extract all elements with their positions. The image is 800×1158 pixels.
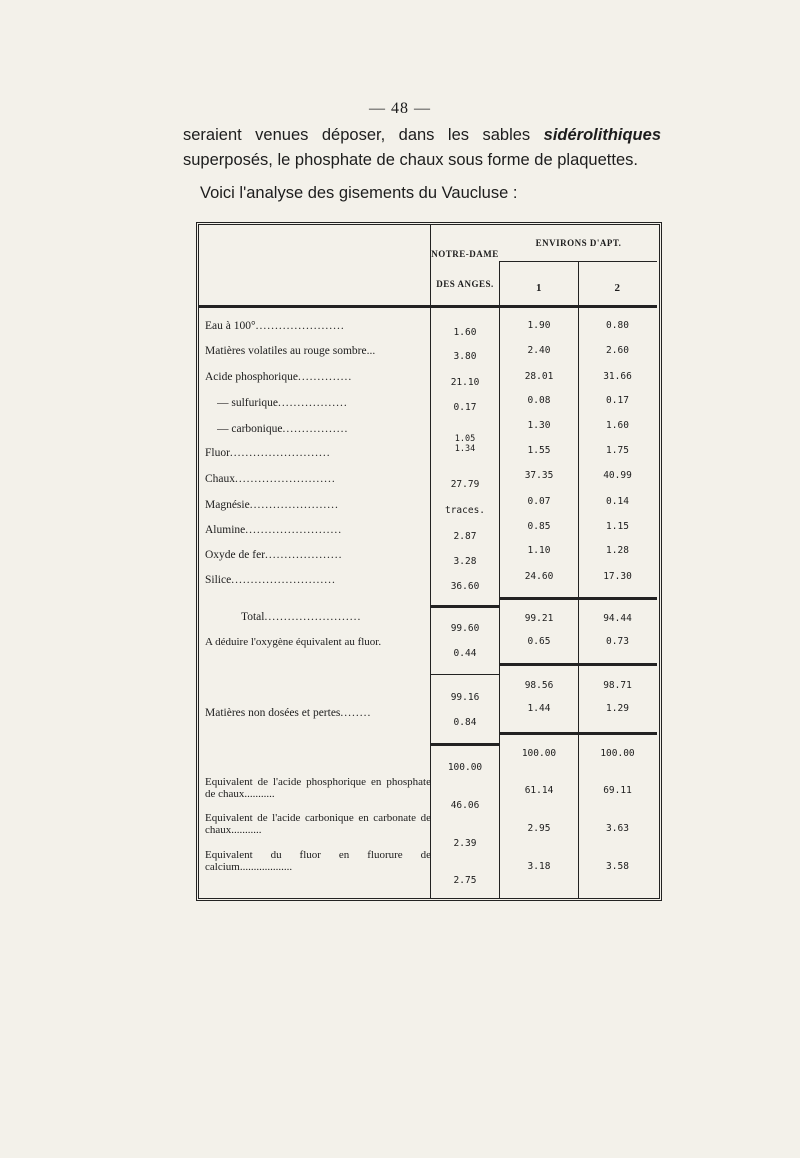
non-dosees-apt1: 1.44: [527, 703, 551, 714]
page-number: — 48 —: [369, 100, 431, 117]
table-row-label: Acide phosphorique..............: [205, 371, 353, 383]
cell-apt2-value: 1.15: [606, 521, 629, 532]
cell-apt2-value: 17.30: [603, 571, 632, 582]
table-row-label: — carbonique.................: [217, 423, 349, 435]
cell-nd-value: 3.28: [453, 556, 477, 567]
equivalent-label: Equivalent de l'acide phosphorique en phosphate de chaux...........: [205, 776, 431, 800]
table-row-label: Chaux..........................: [205, 473, 336, 485]
equivalent-apt1: 3.18: [527, 861, 551, 872]
analysis-table: [196, 222, 662, 901]
non-dosees-nd: 0.84: [453, 717, 477, 728]
cell-apt2-value: 1.60: [606, 420, 629, 431]
header-environs-apt: ENVIRONS D'APT.: [535, 238, 622, 248]
equivalent-apt1: 61.14: [524, 785, 554, 796]
equivalent-nd: 2.39: [453, 838, 477, 849]
cell-nd-value: 1.05: [454, 434, 476, 444]
cell-apt2-value: 0.17: [606, 395, 629, 406]
non-dosees-apt2: 1.29: [606, 703, 629, 714]
cell-apt1-value: 1.30: [527, 420, 551, 431]
cell-nd-value: 1.34: [454, 444, 476, 454]
equivalent-apt2: 69.11: [603, 785, 632, 796]
cell-apt1-value: 2.40: [527, 345, 551, 356]
grand-total-apt1: 100.00: [521, 748, 557, 759]
cell-apt1-value: 24.60: [524, 571, 554, 582]
cell-apt1-value: 28.01: [524, 371, 554, 382]
cell-nd-value: 3.80: [453, 351, 477, 362]
subtotal-nd: 99.16: [450, 692, 480, 703]
cell-apt2-value: 1.75: [606, 445, 629, 456]
cell-apt2-value: 0.14: [606, 496, 629, 507]
cell-nd-value: 36.60: [450, 581, 480, 592]
paragraph-intro: [183, 123, 661, 173]
table-row-label: Fluor..........................: [205, 447, 331, 459]
grand-total-apt2: 100.00: [600, 748, 635, 759]
cell-apt1-value: 37.35: [524, 470, 554, 481]
paragraph-analysis-intro: Voici l'analyse des gisements du Vaucluse :: [200, 184, 518, 202]
header-des-anges: DES ANGES.: [436, 279, 494, 289]
cell-nd-value: 27.79: [450, 479, 480, 490]
cell-apt1-value: 1.90: [527, 320, 551, 331]
equivalent-apt2: 3.58: [606, 861, 629, 872]
paragraph-intro-part1: seraient venues déposer, dans les sables: [183, 126, 544, 144]
total-apt1: 99.21: [524, 613, 554, 624]
total-apt2: 94.44: [603, 613, 632, 624]
equivalent-apt1: 2.95: [527, 823, 551, 834]
equivalent-nd: 2.75: [453, 875, 477, 886]
cell-apt1-value: 0.07: [527, 496, 551, 507]
cell-nd-value: traces.: [444, 505, 486, 516]
header-notre-dame: NOTRE-DAME: [431, 249, 499, 259]
sum-rule: [431, 674, 499, 675]
sum-rule: [431, 605, 499, 608]
subtotal-apt1: 98.56: [524, 680, 554, 691]
sum-rule: [500, 732, 657, 735]
cell-nd-value: 0.17: [453, 402, 477, 413]
total-label: Total.........................: [241, 611, 362, 623]
cell-apt2-value: 2.60: [606, 345, 629, 356]
cell-nd-value: 2.87: [453, 531, 477, 542]
non-dosees-label: Matières non dosées et pertes........: [205, 707, 372, 719]
equivalent-apt2: 3.63: [606, 823, 629, 834]
cell-apt1-value: 0.85: [527, 521, 551, 532]
table-row-label: Eau à 100°.......................: [205, 320, 345, 332]
header-rule: [499, 261, 657, 262]
sum-rule: [500, 597, 657, 600]
table-row-label: Matières volatiles au rouge sombre...: [205, 345, 376, 357]
table-row-label: Silice...........................: [205, 574, 336, 586]
oxygen-label: A déduire l'oxygène équivalent au fluor.: [205, 636, 382, 648]
cell-apt2-value: 31.66: [603, 371, 632, 382]
cell-apt1-value: 1.10: [527, 545, 551, 556]
oxygen-nd: 0.44: [453, 648, 477, 659]
table-row-label: Oxyde de fer....................: [205, 549, 343, 561]
grand-total-nd: 100.00: [447, 762, 483, 773]
cell-apt2-value: 0.80: [606, 320, 629, 331]
equivalent-nd: 46.06: [450, 800, 480, 811]
cell-nd-value: 21.10: [450, 377, 480, 388]
header-col-1: 1: [536, 282, 542, 294]
total-nd: 99.60: [450, 623, 480, 634]
equivalent-label: Equivalent du fluor en fluorure de calcium...................: [205, 849, 431, 873]
paragraph-intro-emphasis: sidérolithiques: [543, 126, 661, 144]
cell-apt2-value: 40.99: [603, 470, 632, 481]
paragraph-intro-part2: superposés, le phosphate de chaux sous forme de plaquettes.: [183, 151, 638, 169]
oxygen-apt1: 0.65: [527, 636, 551, 647]
table-row-label: Alumine.........................: [205, 524, 343, 536]
header-col-2: 2: [614, 282, 621, 294]
equivalent-label: Equivalent de l'acide carbonique en carbonate de chaux...........: [205, 812, 431, 836]
cell-apt2-value: 1.28: [606, 545, 629, 556]
cell-nd-value: 1.60: [453, 327, 477, 338]
sum-rule: [500, 663, 657, 666]
table-row-label: Magnésie.......................: [205, 499, 339, 511]
subtotal-apt2: 98.71: [603, 680, 632, 691]
table-row-label: — sulfurique..................: [217, 397, 348, 409]
header-bottom-rule: [199, 305, 657, 308]
oxygen-apt2: 0.73: [606, 636, 629, 647]
sum-rule: [431, 743, 499, 746]
cell-apt1-value: 0.08: [527, 395, 551, 406]
cell-apt1-value: 1.55: [527, 445, 551, 456]
